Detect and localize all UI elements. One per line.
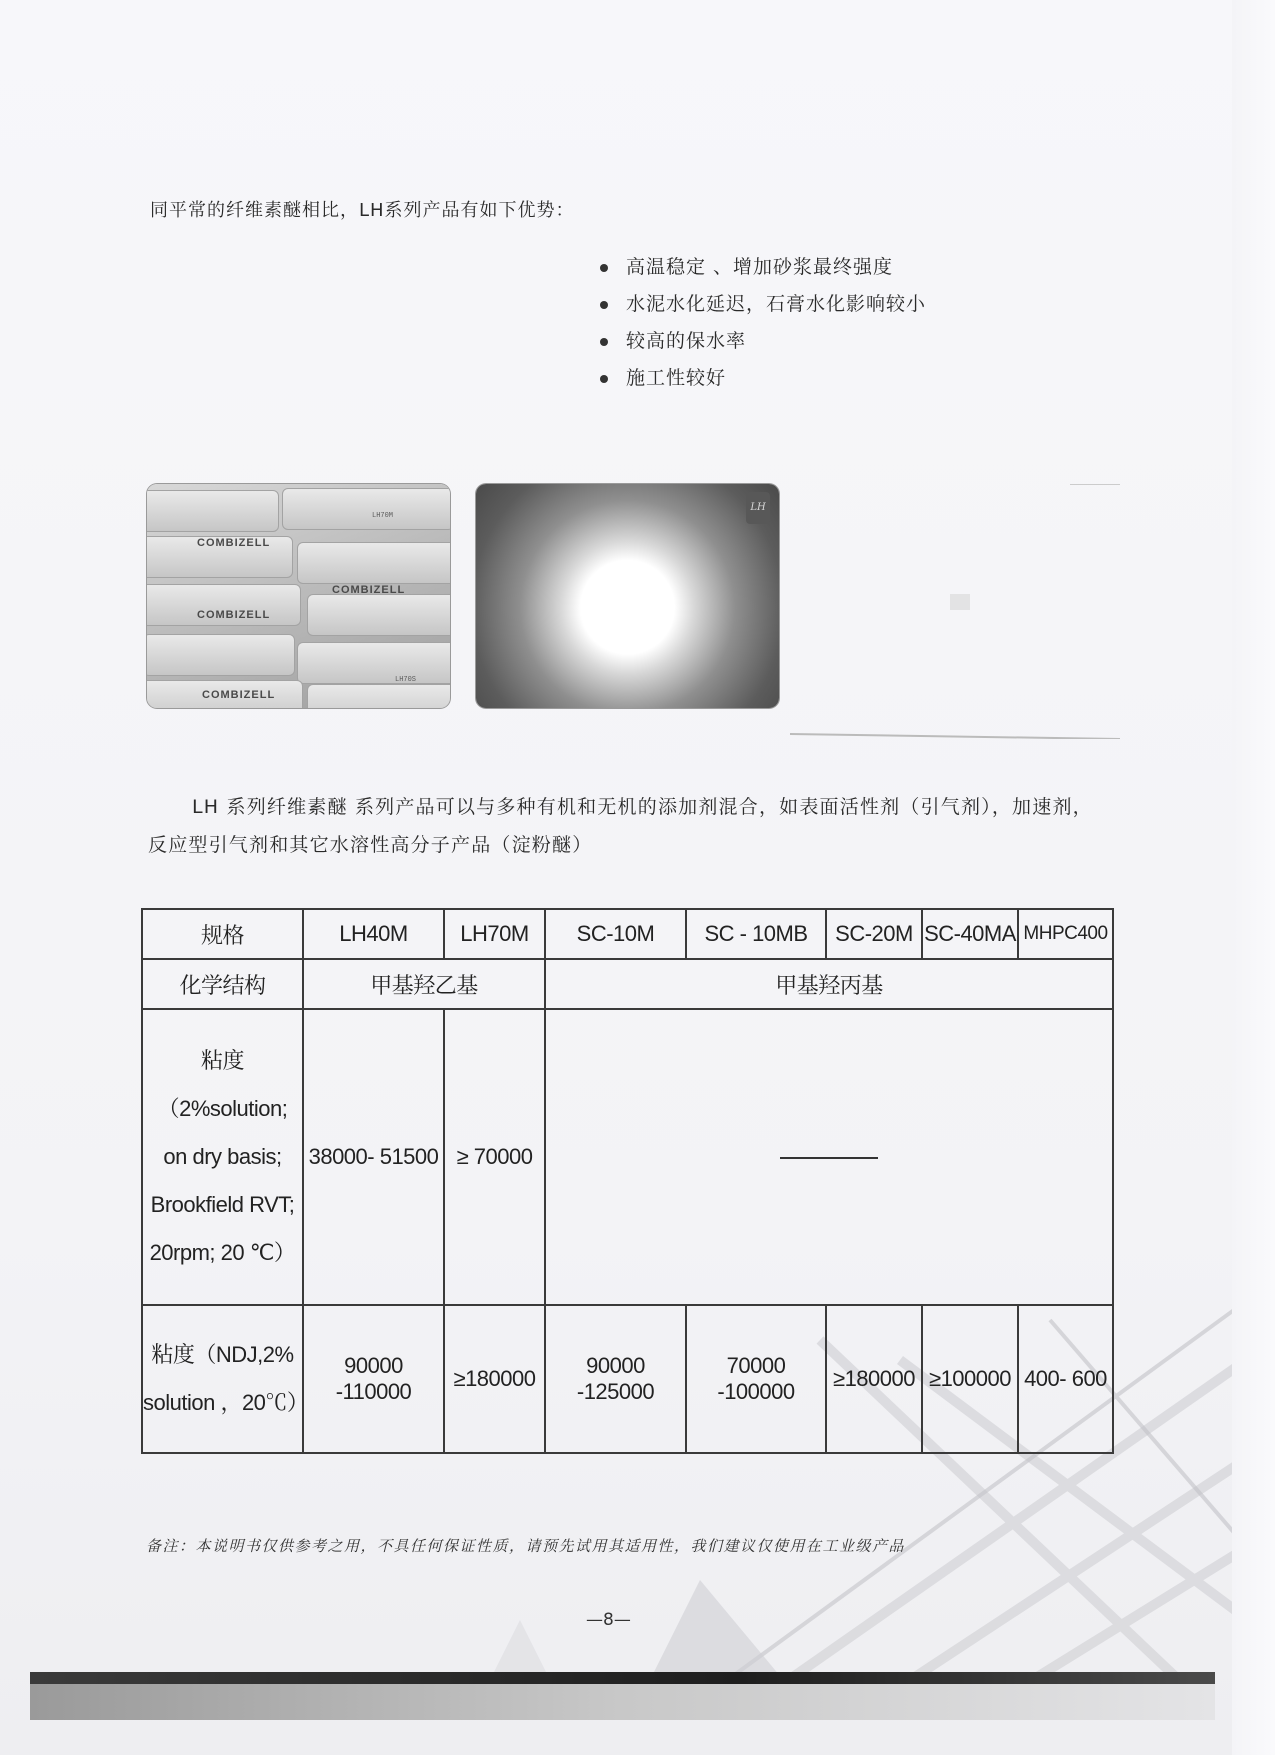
bag-shape — [297, 542, 450, 584]
label-line: Brookfield RVT; — [150, 1192, 295, 1217]
footer-shade — [30, 1684, 1215, 1720]
bag-brand-label: COMBIZELL — [332, 584, 406, 596]
advantage-item: 水泥水化延迟，石膏水化影响较小 — [600, 291, 926, 328]
advantages-list — [600, 254, 926, 402]
bag-shape — [307, 684, 450, 708]
product-header: SC - 10MB — [686, 909, 826, 959]
table-cell: 400- 600 — [1018, 1305, 1113, 1453]
table-cell: 90000 -110000 — [303, 1305, 444, 1453]
table-cell: 38000- 51500 — [303, 1009, 444, 1305]
label-line: （2%solution; — [157, 1096, 288, 1121]
table-row — [142, 909, 1113, 959]
label-line: on dry basis; — [163, 1144, 282, 1169]
structure-hec-cell: 甲基羟乙基 — [303, 959, 545, 1009]
advantage-item: 高温稳定 、增加砂浆最终强度 — [600, 254, 926, 291]
product-header: SC-20M — [826, 909, 922, 959]
dash-line — [780, 1157, 878, 1159]
table-cell: ≥180000 — [444, 1305, 545, 1453]
product-header: LH70M — [444, 909, 545, 959]
powder-photo — [476, 484, 779, 708]
label-line: 粘度 — [200, 1048, 244, 1073]
bag-shape — [147, 634, 295, 676]
bag-shape — [282, 488, 450, 530]
table-cell: ≥180000 — [826, 1305, 922, 1453]
table-cell: ≥ 70000 — [444, 1009, 545, 1305]
viscosity-ndj-label — [142, 1305, 309, 1453]
label-line: 粘度（NDJ,2% — [151, 1342, 294, 1367]
spec-table — [141, 908, 1114, 1454]
spec-label-cell: 规格 — [142, 909, 303, 959]
bag-code: LH70M — [372, 512, 394, 520]
brand-logo-mark: LH — [746, 492, 770, 524]
table-row — [142, 959, 1113, 1009]
bag-brand-label: COMBIZELL — [197, 537, 271, 549]
compatibility-paragraph: LH 系列纤维素醚 系列产品可以与多种有机和无机的添加剂混合，如表面活性剂（引气剂），加速剂，反应型引气剂和其它水溶性高分子产品（淀粉醚） — [148, 796, 1093, 856]
viscosity-brookfield-label — [142, 1009, 303, 1305]
table-cell: 90000 -125000 — [545, 1305, 686, 1453]
advantage-item: 较高的保水率 — [600, 328, 926, 365]
product-header: LH40M — [303, 909, 444, 959]
intro-text: 同平常的纤维素醚相比，LH系列产品有如下优势： — [150, 200, 575, 221]
product-header: SC-40MA — [922, 909, 1018, 959]
bag-brand-label: COMBIZELL — [202, 689, 276, 701]
structure-hpc-cell: 甲基羟丙基 — [545, 959, 1113, 1009]
product-bags-photo — [147, 484, 450, 708]
bag-shape — [147, 490, 279, 532]
label-line: 20rpm; 20 ℃） — [149, 1240, 296, 1265]
table-row — [142, 1305, 1113, 1453]
structure-label-cell: 化学结构 — [142, 959, 303, 1009]
advantage-item: 施工性较好 — [600, 365, 926, 402]
table-cell: ≥100000 — [922, 1305, 1018, 1453]
product-header: SC-10M — [545, 909, 686, 959]
bag-code: LH70S — [395, 676, 417, 684]
scan-edge — [1232, 0, 1275, 1755]
disclaimer-footnote: 备注：本说明书仅供参考之用，不具任何保证性质，请预先试用其适用性，我们建议仅使用在工业级产品 — [146, 1537, 906, 1555]
page-number: —8— — [586, 1610, 631, 1630]
not-applicable-cell — [545, 1009, 1113, 1305]
table-row — [142, 1009, 1113, 1305]
scan-artifact — [790, 484, 1120, 739]
product-header: MHPC400 — [1018, 909, 1113, 959]
bag-brand-label: COMBIZELL — [197, 609, 271, 621]
label-line: solution ，20℃） — [143, 1390, 309, 1415]
table-cell: 70000 -100000 — [686, 1305, 826, 1453]
bag-shape — [307, 594, 450, 636]
bag-shape — [297, 642, 450, 684]
footer-bar — [30, 1672, 1215, 1684]
